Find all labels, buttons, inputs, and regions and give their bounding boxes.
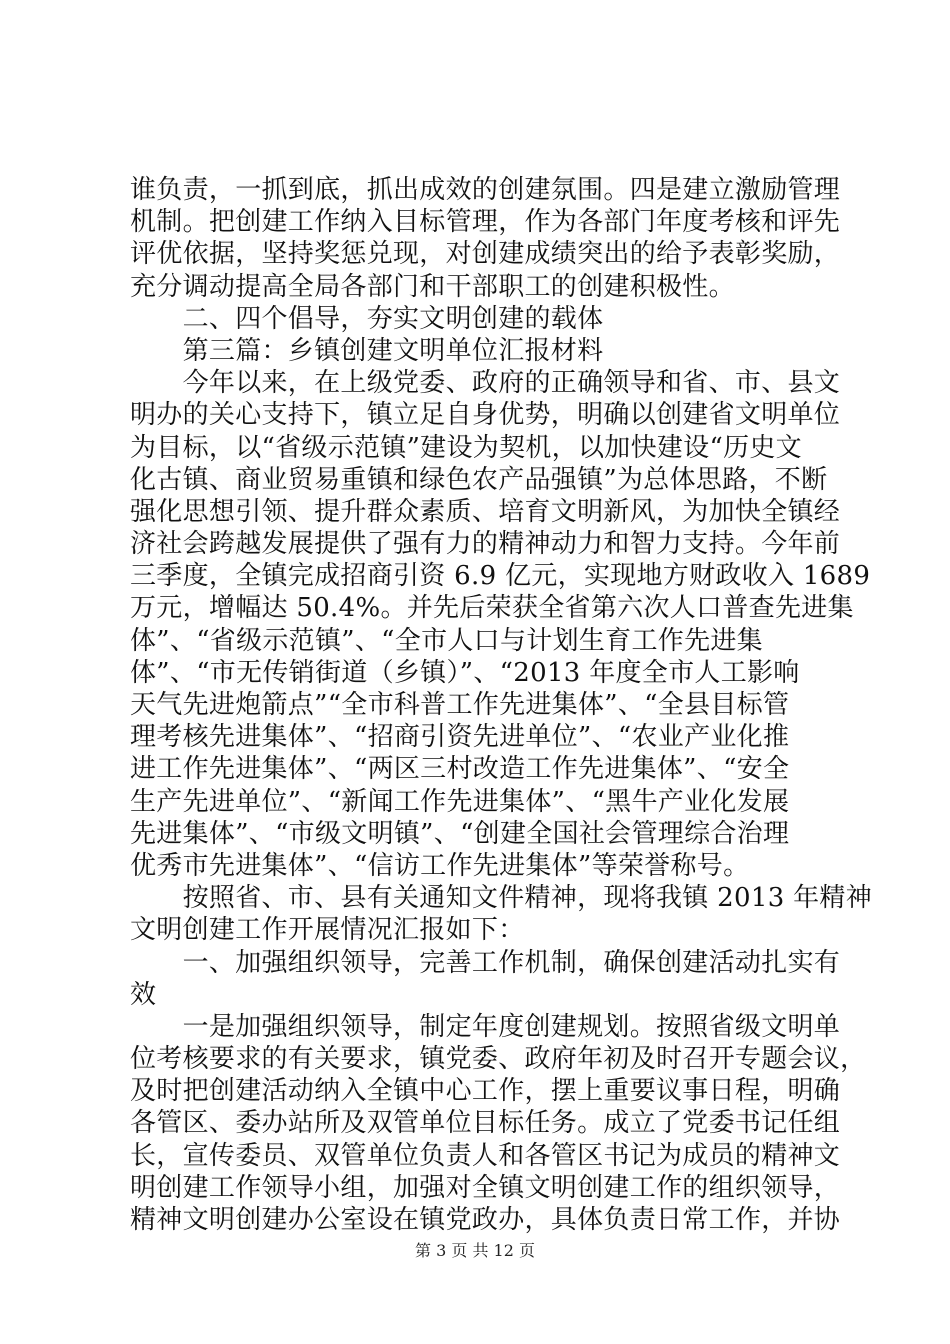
text-line: 体”、“市无传销街道（乡镇）”、“2013 年度全市人工影响 xyxy=(130,657,800,688)
text-line: 长，宣传委员、双管单位负责人和各管区书记为成员的精神文 xyxy=(130,1140,841,1171)
text-line: 一是加强组织领导，制定年度创建规划。按照省级文明单 xyxy=(130,1011,841,1042)
text-line: 今年以来，在上级党委、政府的正确领导和省、市、县文 xyxy=(130,368,841,399)
text-line: 万元，增幅达 50.4%。并先后荣获全省第六次人口普查先进集 xyxy=(130,593,854,624)
text-line: 充分调动提高全局各部门和干部职工的创建积极性。 xyxy=(130,271,735,302)
article-title: 第三篇：乡镇创建文明单位汇报材料 xyxy=(130,335,604,366)
text-line: 机制。把创建工作纳入目标管理，作为各部门年度考核和评先 xyxy=(130,207,841,238)
text-line: 精神文明创建办公室设在镇党政办，具体负责日常工作，并协 xyxy=(130,1205,841,1235)
text-line: 为目标，以“省级示范镇”建设为契机，以加快建设“历史文 xyxy=(130,432,802,463)
text-line: 体”、“省级示范镇”、“全市人口与计划生育工作先进集 xyxy=(130,625,763,656)
text-line: 评优依据，坚持奖惩兑现，对创建成绩突出的给予表彰奖励， xyxy=(130,239,841,270)
text-line: 明办的关心支持下，镇立足自身优势，明确以创建省文明单位 xyxy=(130,400,841,431)
text-line: 强化思想引领、提升群众素质、培育文明新风，为加快全镇经 xyxy=(130,496,841,527)
text-line: 及时把创建活动纳入全镇中心工作，摆上重要议事日程，明确 xyxy=(130,1076,841,1107)
text-line: 理考核先进集体”、“招商引资先进单位”、“农业产业化推 xyxy=(130,722,790,753)
text-line: 谁负责，一抓到底，抓出成效的创建氛围。四是建立激励管理 xyxy=(130,175,841,205)
section-heading: 二、四个倡导，夯实文明创建的载体 xyxy=(130,303,604,334)
text-line: 济社会跨越发展提供了强有力的精神动力和智力支持。今年前 xyxy=(130,529,841,560)
text-line: 进工作先进集体”、“两区三村改造工作先进集体”、“安全 xyxy=(130,754,790,785)
text-line: 天气先进炮箭点”“全市科普工作先进集体”、“全县目标管 xyxy=(130,690,790,720)
section-heading: 效 xyxy=(130,979,157,1010)
text-line: 先进集体”、“市级文明镇”、“创建全国社会管理综合治理 xyxy=(130,818,790,849)
page-number: 第 3 页 共 12 页 xyxy=(415,1241,535,1260)
body-text xyxy=(130,174,872,1236)
text-line: 按照省、市、县有关通知文件精神，现将我镇 2013 年精神 xyxy=(130,883,872,914)
text-line: 生产先进单位”、“新闻工作先进集体”、“黑牛产业化发展 xyxy=(130,786,790,817)
text-line: 化古镇、商业贸易重镇和绿色农产品强镇”为总体思路，不断 xyxy=(130,464,828,495)
section-heading: 一、加强组织领导，完善工作机制，确保创建活动扎实有 xyxy=(130,947,841,978)
text-line: 位考核要求的有关要求，镇党委、政府年初及时召开专题会议， xyxy=(130,1044,867,1075)
text-line: 明创建工作领导小组，加强对全镇文明创建工作的组织领导， xyxy=(130,1172,841,1203)
text-line: 文明创建工作开展情况汇报如下： xyxy=(130,915,525,946)
text-line: 各管区、委办站所及双管单位目标任务。成立了党委书记任组 xyxy=(130,1108,841,1139)
text-line: 三季度，全镇完成招商引资 6.9 亿元，实现地方财政收入 1689 xyxy=(130,561,871,592)
text-line: 优秀市先进集体”、“信访工作先进集体”等荣誉称号。 xyxy=(130,850,750,881)
